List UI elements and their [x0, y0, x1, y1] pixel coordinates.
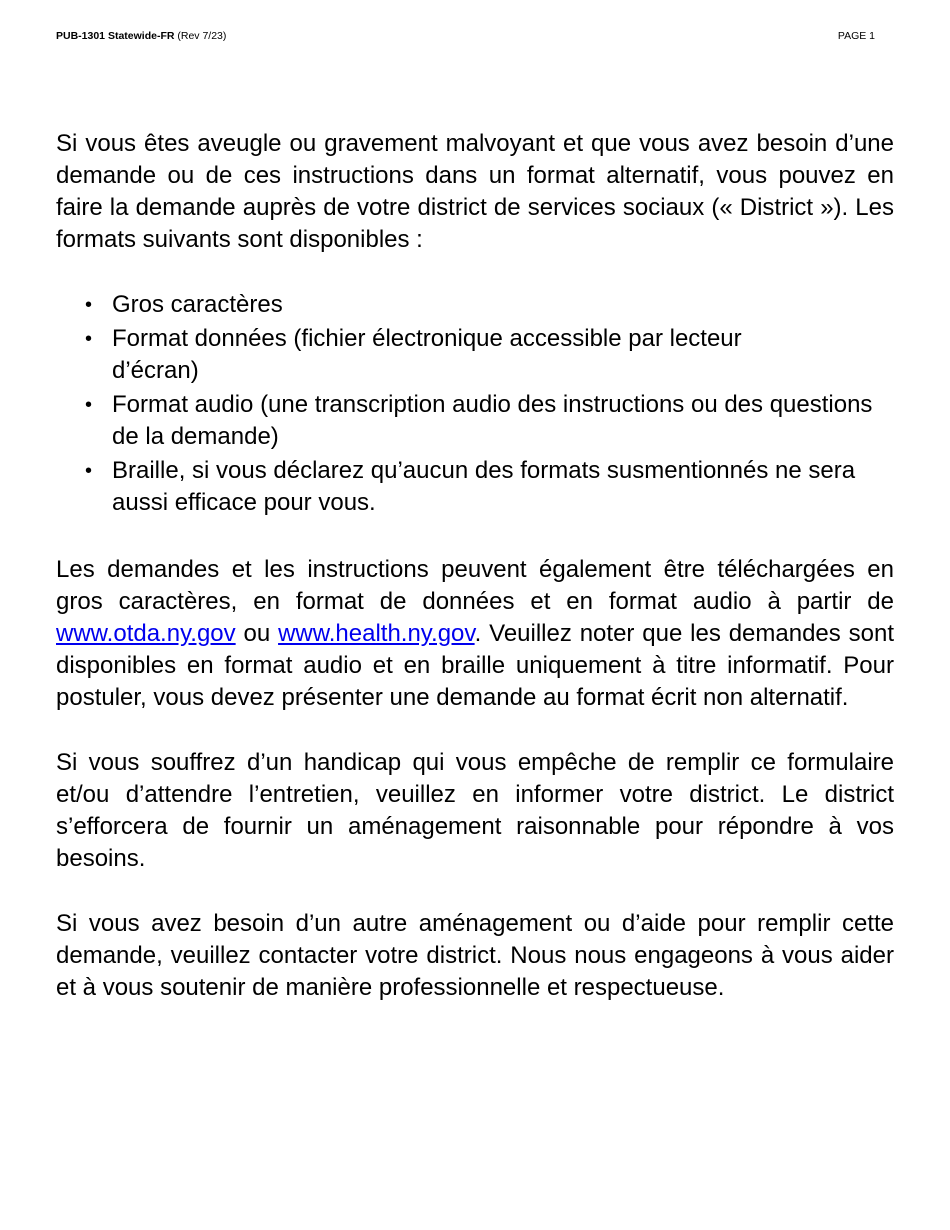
format-item-text: Gros caractères — [112, 291, 283, 318]
health-link[interactable]: www.health.ny.gov — [278, 620, 475, 647]
bullet-icon: • — [85, 460, 93, 482]
list-item — [85, 323, 894, 387]
bullet-icon: • — [85, 328, 93, 350]
page-number: PAGE 1 — [837, 30, 875, 42]
page-header — [56, 29, 875, 43]
intro-paragraph: Si vous êtes aveugle ou gravement malvoyant et que vous avez besoin d’une demande ou de ces instructions dans un format alternatif, vous pouvez en faire la demande auprès de votre district de services sociaux (« District »). Les formats suivants sont disponibles : — [56, 130, 894, 253]
format-list — [56, 289, 894, 519]
format-item-text: Braille, si vous déclarez qu’aucun des formats susmentionnés ne sera aussi efficace pour vous. — [112, 457, 856, 516]
format-item-text: Format données (fichier électronique accessible par lecteur d’écran) — [112, 325, 742, 384]
downloads-text-middle: ou — [235, 620, 279, 647]
disability-paragraph: Si vous souffrez d’un handicap qui vous empêche de remplir ce formulaire et/ou d’attendre l’entretien, veuillez en informer votre district. Le district s’efforcera de fournir un aménagement raisonnable pour répondre à vos besoins. — [56, 749, 894, 872]
format-item-text: Format audio (une transcription audio des instructions ou des questions de la demande) — [112, 391, 873, 450]
list-item — [85, 455, 894, 519]
revision-text: (Rev 7/23) — [177, 30, 227, 42]
downloads-text-after: . Veuillez noter que les demandes sont disponibles en format audio et en braille uniquement à titre informatif. Pour postuler, vous devez présenter une demande au format écrit non alternatif. — [56, 620, 894, 711]
bullet-icon: • — [85, 394, 93, 416]
downloads-text-before: Les demandes et les instructions peuvent également être téléchargées en gros caractères, en format de données et en format audio à partir de — [56, 556, 894, 615]
list-item — [85, 389, 894, 453]
document-body — [56, 128, 894, 1004]
assistance-paragraph: Si vous avez besoin d’un autre aménagement ou d’aide pour remplir cette demande, veuillez contacter votre district. Nous nous engageons à vous aider et à vous soutenir de manière professionnelle et respectueuse. — [56, 910, 894, 1001]
bullet-icon: • — [85, 294, 93, 316]
otda-link[interactable]: www.otda.ny.gov — [56, 620, 236, 647]
form-id-text: PUB-1301 Statewide-FR — [56, 30, 175, 42]
list-item — [85, 289, 894, 321]
form-identifier — [56, 29, 226, 43]
downloads-paragraph — [56, 554, 894, 714]
